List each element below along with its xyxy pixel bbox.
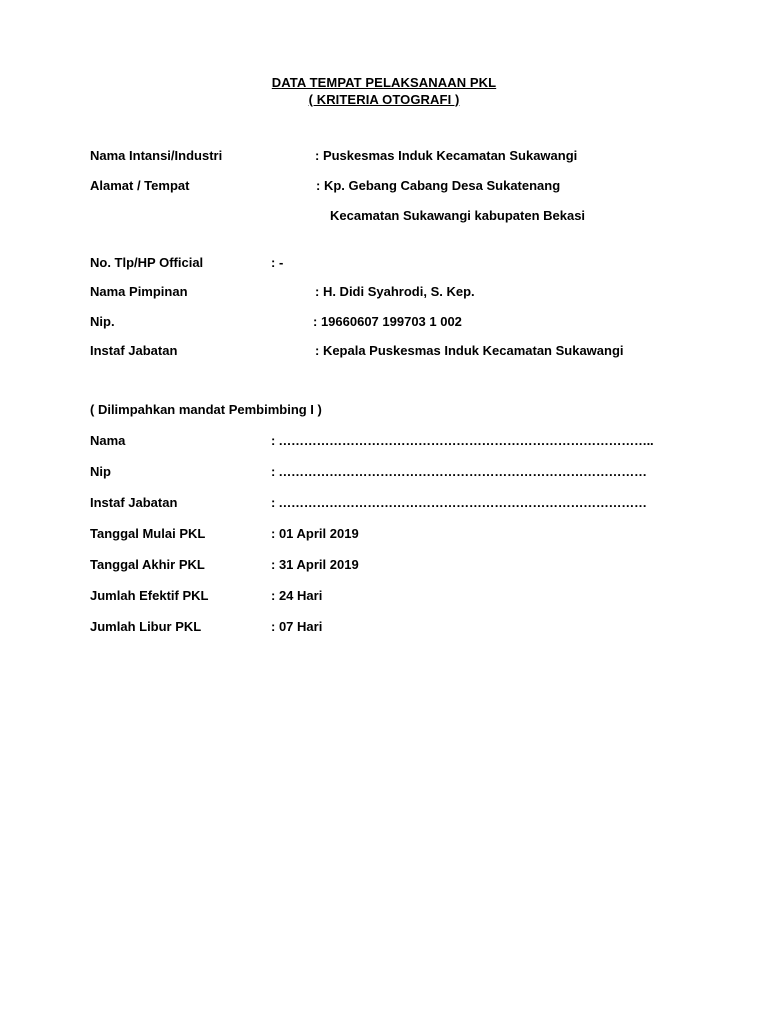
document-title: DATA TEMPAT PELAKSANAAN PKL xyxy=(271,75,497,90)
mentor-position-label: Instaf Jabatan xyxy=(90,495,178,510)
address-value-line1: : Kp. Gebang Cabang Desa Sukatenang xyxy=(316,178,561,193)
leader-nip-label: Nip. xyxy=(90,314,115,329)
leader-name-value: : H. Didi Syahrodi, S. Kep. xyxy=(315,284,475,299)
mentor-nip-label: Nip xyxy=(90,464,111,479)
mentor-name-label: Nama xyxy=(90,433,126,448)
phone-value: : - xyxy=(271,255,284,270)
mentor-name-value: : …………………………………………………………………………….. xyxy=(271,433,654,448)
holiday-days-value: : 07 Hari xyxy=(271,619,323,634)
mentor-heading: ( Dilimpahkan mandat Pembimbing I ) xyxy=(90,402,322,417)
institution-name-label: Nama Intansi/Industri xyxy=(90,148,223,163)
mentor-nip-value: : …………………………………………………………………………… xyxy=(271,464,647,479)
mentor-position-value: : …………………………………………………………………………… xyxy=(271,495,647,510)
address-label: Alamat / Tempat xyxy=(90,178,190,193)
phone-label: No. Tlp/HP Official xyxy=(90,255,204,270)
effective-days-value: : 24 Hari xyxy=(271,588,323,603)
address-value-line2: Kecamatan Sukawangi kabupaten Bekasi xyxy=(330,208,586,223)
leader-nip-value: : 19660607 199703 1 002 xyxy=(313,314,462,329)
start-date-label: Tanggal Mulai PKL xyxy=(90,526,206,541)
end-date-value: : 31 April 2019 xyxy=(271,557,359,572)
end-date-label: Tanggal Akhir PKL xyxy=(90,557,205,572)
document-subtitle: ( KRITERIA OTOGRAFI ) xyxy=(308,92,460,107)
institution-name-value: : Puskesmas Induk Kecamatan Sukawangi xyxy=(315,148,578,163)
leader-name-label: Nama Pimpinan xyxy=(90,284,188,299)
holiday-days-label: Jumlah Libur PKL xyxy=(90,619,202,634)
leader-position-label: Instaf Jabatan xyxy=(90,343,178,358)
effective-days-label: Jumlah Efektif PKL xyxy=(90,588,209,603)
leader-position-value: : Kepala Puskesmas Induk Kecamatan Sukawangi xyxy=(315,343,624,358)
start-date-value: : 01 April 2019 xyxy=(271,526,359,541)
